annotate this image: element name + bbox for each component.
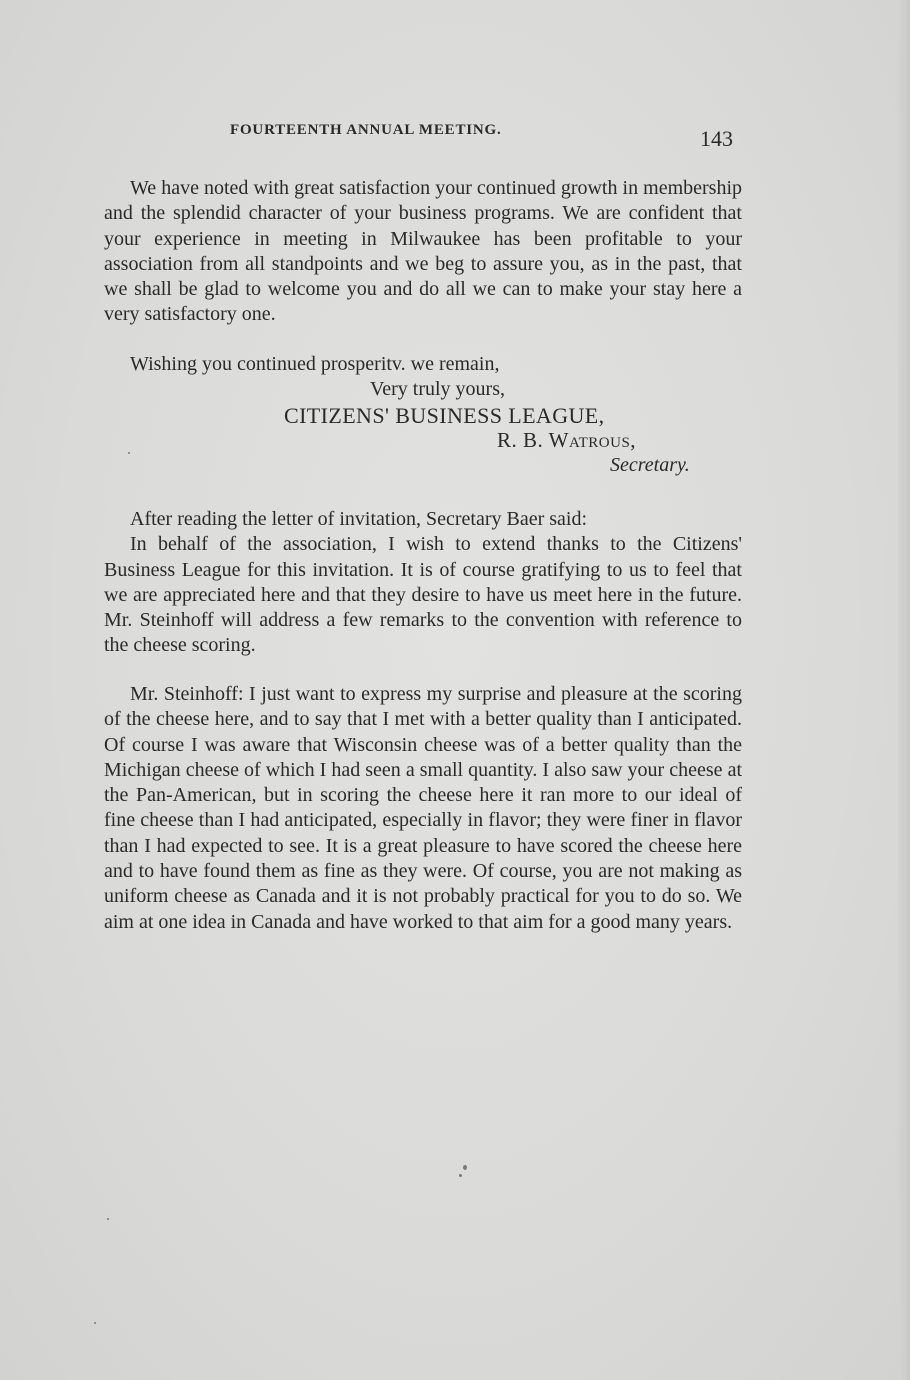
letter-paragraph: We have noted with great satisfaction your continued growth in membership and the splendid character of your business programs. We are confident that your experience in meeting in Milwaukee has been profitable to your association from all standpoints and we beg to assure you, as in the past, that we shall be glad to welcome you and do all we can to make your stay here a very satisfactory one. — [104, 177, 742, 326]
baer-remarks-paragraph: In behalf of the association, I wish to extend thanks to the Citizens' Business League for this invitation. It is of course gratifying to us to feel that we are appreciated here and that they desire to have us meet here in the future. Mr. Steinhoff will address a few remarks to the convention with reference to the cheese scoring. — [104, 533, 742, 657]
page-edge-shadow — [898, 0, 910, 1380]
page-number: 143 — [700, 126, 733, 151]
signer-title: Secretary. — [610, 454, 690, 477]
speck — [107, 1218, 109, 1220]
letter-signoff — [104, 352, 742, 478]
letter-body — [104, 176, 742, 328]
signer-name-text: R. B. Watrous, — [497, 427, 637, 452]
closing-line: Very truly yours, — [370, 378, 505, 401]
wishing-line: Wishing you continued prosperitv. we remain, — [130, 353, 500, 375]
steinhoff-remarks-paragraph: Mr. Steinhoff: I just want to express my surprise and pleasure at the scoring of the cheese here, and to say that I met with a better quality than I anticipated. Of course I was aware that Wisconsin cheese was of a better quality than the Michigan cheese of which I had seen a small quantity. I also saw your cheese at the Pan-American, but in scoring the cheese here it ran more to our ideal of fine cheese than I had anticipated, especially in flavor; they were finer in flavor than I had expected to see. It is a great pleasure to have scored the cheese here and to have found them as fine as they were. Of course, you are not making as uniform cheese as Canada and it is not probably practical for you to do so. We aim at one idea in Canada and have worked to that aim for a good many years. — [104, 683, 742, 933]
signer-name — [104, 428, 742, 453]
proceedings-steinhoff — [104, 682, 742, 935]
speck — [128, 452, 130, 454]
speck — [463, 1165, 467, 1170]
speck — [94, 1322, 96, 1324]
speck — [459, 1174, 462, 1177]
running-head: FOURTEENTH ANNUAL MEETING. — [230, 122, 502, 138]
organization-name: CITIZENS' BUSINESS LEAGUE, — [284, 402, 605, 428]
proceedings-baer — [104, 507, 742, 659]
intro-paragraph: After reading the letter of invitation, Secretary Baer said: — [130, 508, 588, 530]
